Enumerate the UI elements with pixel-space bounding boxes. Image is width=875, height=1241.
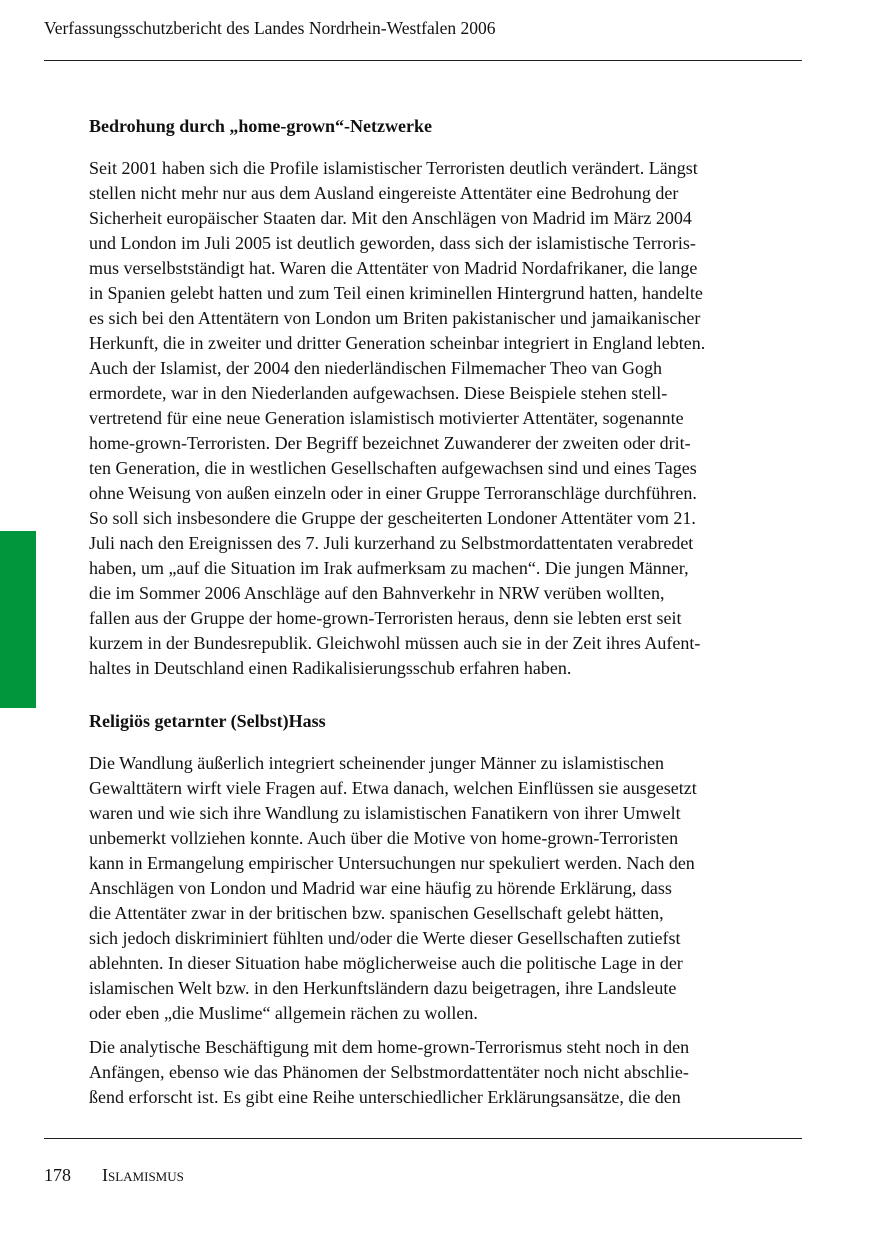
section-heading-selbsthass: Religiös getarnter (Selbst)Hass xyxy=(89,711,326,731)
text-line: in Spanien gelebt hatten und zum Teil einen kriminellen Hintergrund hatten, handelte xyxy=(89,283,703,303)
text-line: ten Generation, die in westlichen Gesellschaften aufgewachsen sind und eines Tages xyxy=(89,458,697,478)
text-line: die Attentäter zwar in der britischen bzw. spanischen Gesellschaft gelebt hätten, xyxy=(89,903,664,923)
paragraph-home-grown xyxy=(89,156,803,681)
text-line: unbemerkt vollziehen konnte. Auch über die Motive von home-grown-Terroristen xyxy=(89,828,679,848)
text-line: ermordete, war in den Niederlanden aufgewachsen. Diese Beispiele stehen stell- xyxy=(89,383,668,403)
text-line: vertretend für eine neue Generation islamistisch motivierter Attentäter, sogenannte xyxy=(89,408,684,428)
running-header: Verfassungsschutzbericht des Landes Nordrhein-Westfalen 2006 xyxy=(44,18,496,38)
text-line: und London im Juli 2005 ist deutlich geworden, dass sich der islamistische Terroris- xyxy=(89,233,696,253)
text-line: Die analytische Beschäftigung mit dem home-grown-Terrorismus steht noch in den xyxy=(89,1037,690,1057)
text-line: oder eben „die Muslime“ allgemein rächen zu wollen. xyxy=(89,1003,478,1023)
page-footer xyxy=(44,1163,184,1187)
text-line: Gewalttätern wirft viele Fragen auf. Etwa danach, welchen Einflüssen sie ausgesetzt xyxy=(89,778,697,798)
text-line: die im Sommer 2006 Anschläge auf den Bahnverkehr in NRW verüben wollten, xyxy=(89,583,665,603)
text-line: Anfängen, ebenso wie das Phänomen der Selbstmordattentäter noch nicht abschlie- xyxy=(89,1062,689,1082)
text-line: Auch der Islamist, der 2004 den niederländischen Filmemacher Theo van Gogh xyxy=(89,358,663,378)
footer-section-name: Islamismus xyxy=(102,1165,184,1185)
text-line: Herkunft, die in zweiter und dritter Generation scheinbar integriert in England lebten. xyxy=(89,333,706,353)
text-line: islamischen Welt bzw. in den Herkunftsländern dazu beigetragen, ihre Landsleute xyxy=(89,978,677,998)
text-line: Anschlägen von London und Madrid war eine häufig zu hörende Erklärung, dass xyxy=(89,878,672,898)
text-line: waren und wie sich ihre Wandlung zu islamistischen Fanatikern von ihrer Umwelt xyxy=(89,803,681,823)
text-line: haltes in Deutschland einen Radikalisierungsschub erfahren haben. xyxy=(89,658,572,678)
footer-rule xyxy=(44,1138,802,1139)
text-line: ohne Weisung von außen einzeln oder in einer Gruppe Terroranschläge durchführen. xyxy=(89,483,697,503)
paragraph-wandlung xyxy=(89,751,803,1026)
section-heading-home-grown: Bedrohung durch „home-grown“-Netzwerke xyxy=(89,116,432,136)
text-line: home-grown-Terroristen. Der Begriff bezeichnet Zuwanderer der zweiten oder drit- xyxy=(89,433,691,453)
text-line: sich jedoch diskriminiert fühlten und/oder die Werte dieser Gesellschaften zutiefst xyxy=(89,928,681,948)
paragraph-analytische-beschaeftigung xyxy=(89,1035,803,1110)
chapter-marker-tab xyxy=(0,531,36,708)
text-line: ablehnten. In dieser Situation habe möglicherweise auch die politische Lage in der xyxy=(89,953,683,973)
text-line: Die Wandlung äußerlich integriert scheinender junger Männer zu islamistischen xyxy=(89,753,665,773)
text-line: kann in Ermangelung empirischer Untersuchungen nur spekuliert werden. Nach den xyxy=(89,853,695,873)
text-line: haben, um „auf die Situation im Irak aufmerksam zu machen“. Die jungen Männer, xyxy=(89,558,689,578)
text-line: Sicherheit europäischer Staaten dar. Mit den Anschlägen von Madrid im März 2004 xyxy=(89,208,692,228)
text-line: fallen aus der Gruppe der home-grown-Terroristen heraus, denn sie lebten erst seit xyxy=(89,608,682,628)
header-rule xyxy=(44,60,802,61)
text-line: Juli nach den Ereignissen des 7. Juli kurzerhand zu Selbstmordattentaten verabredet xyxy=(89,533,694,553)
text-line: So soll sich insbesondere die Gruppe der gescheiterten Londoner Attentäter vom 21. xyxy=(89,508,696,528)
text-line: ßend erforscht ist. Es gibt eine Reihe unterschiedlicher Erklärungsansätze, die den xyxy=(89,1087,681,1107)
text-line: mus verselbstständigt hat. Waren die Attentäter von Madrid Nordafrikaner, die lange xyxy=(89,258,698,278)
text-line: kurzem in der Bundesrepublik. Gleichwohl müssen auch sie in der Zeit ihres Aufent- xyxy=(89,633,701,653)
text-line: es sich bei den Attentätern von London um Briten pakistanischer und jamaikanischer xyxy=(89,308,701,328)
text-line: Seit 2001 haben sich die Profile islamistischer Terroristen deutlich verändert. Längst xyxy=(89,158,698,178)
text-line: stellen nicht mehr nur aus dem Ausland eingereiste Attentäter eine Bedrohung der xyxy=(89,183,679,203)
page-number: 178 xyxy=(44,1165,71,1185)
page-content xyxy=(89,114,803,1110)
